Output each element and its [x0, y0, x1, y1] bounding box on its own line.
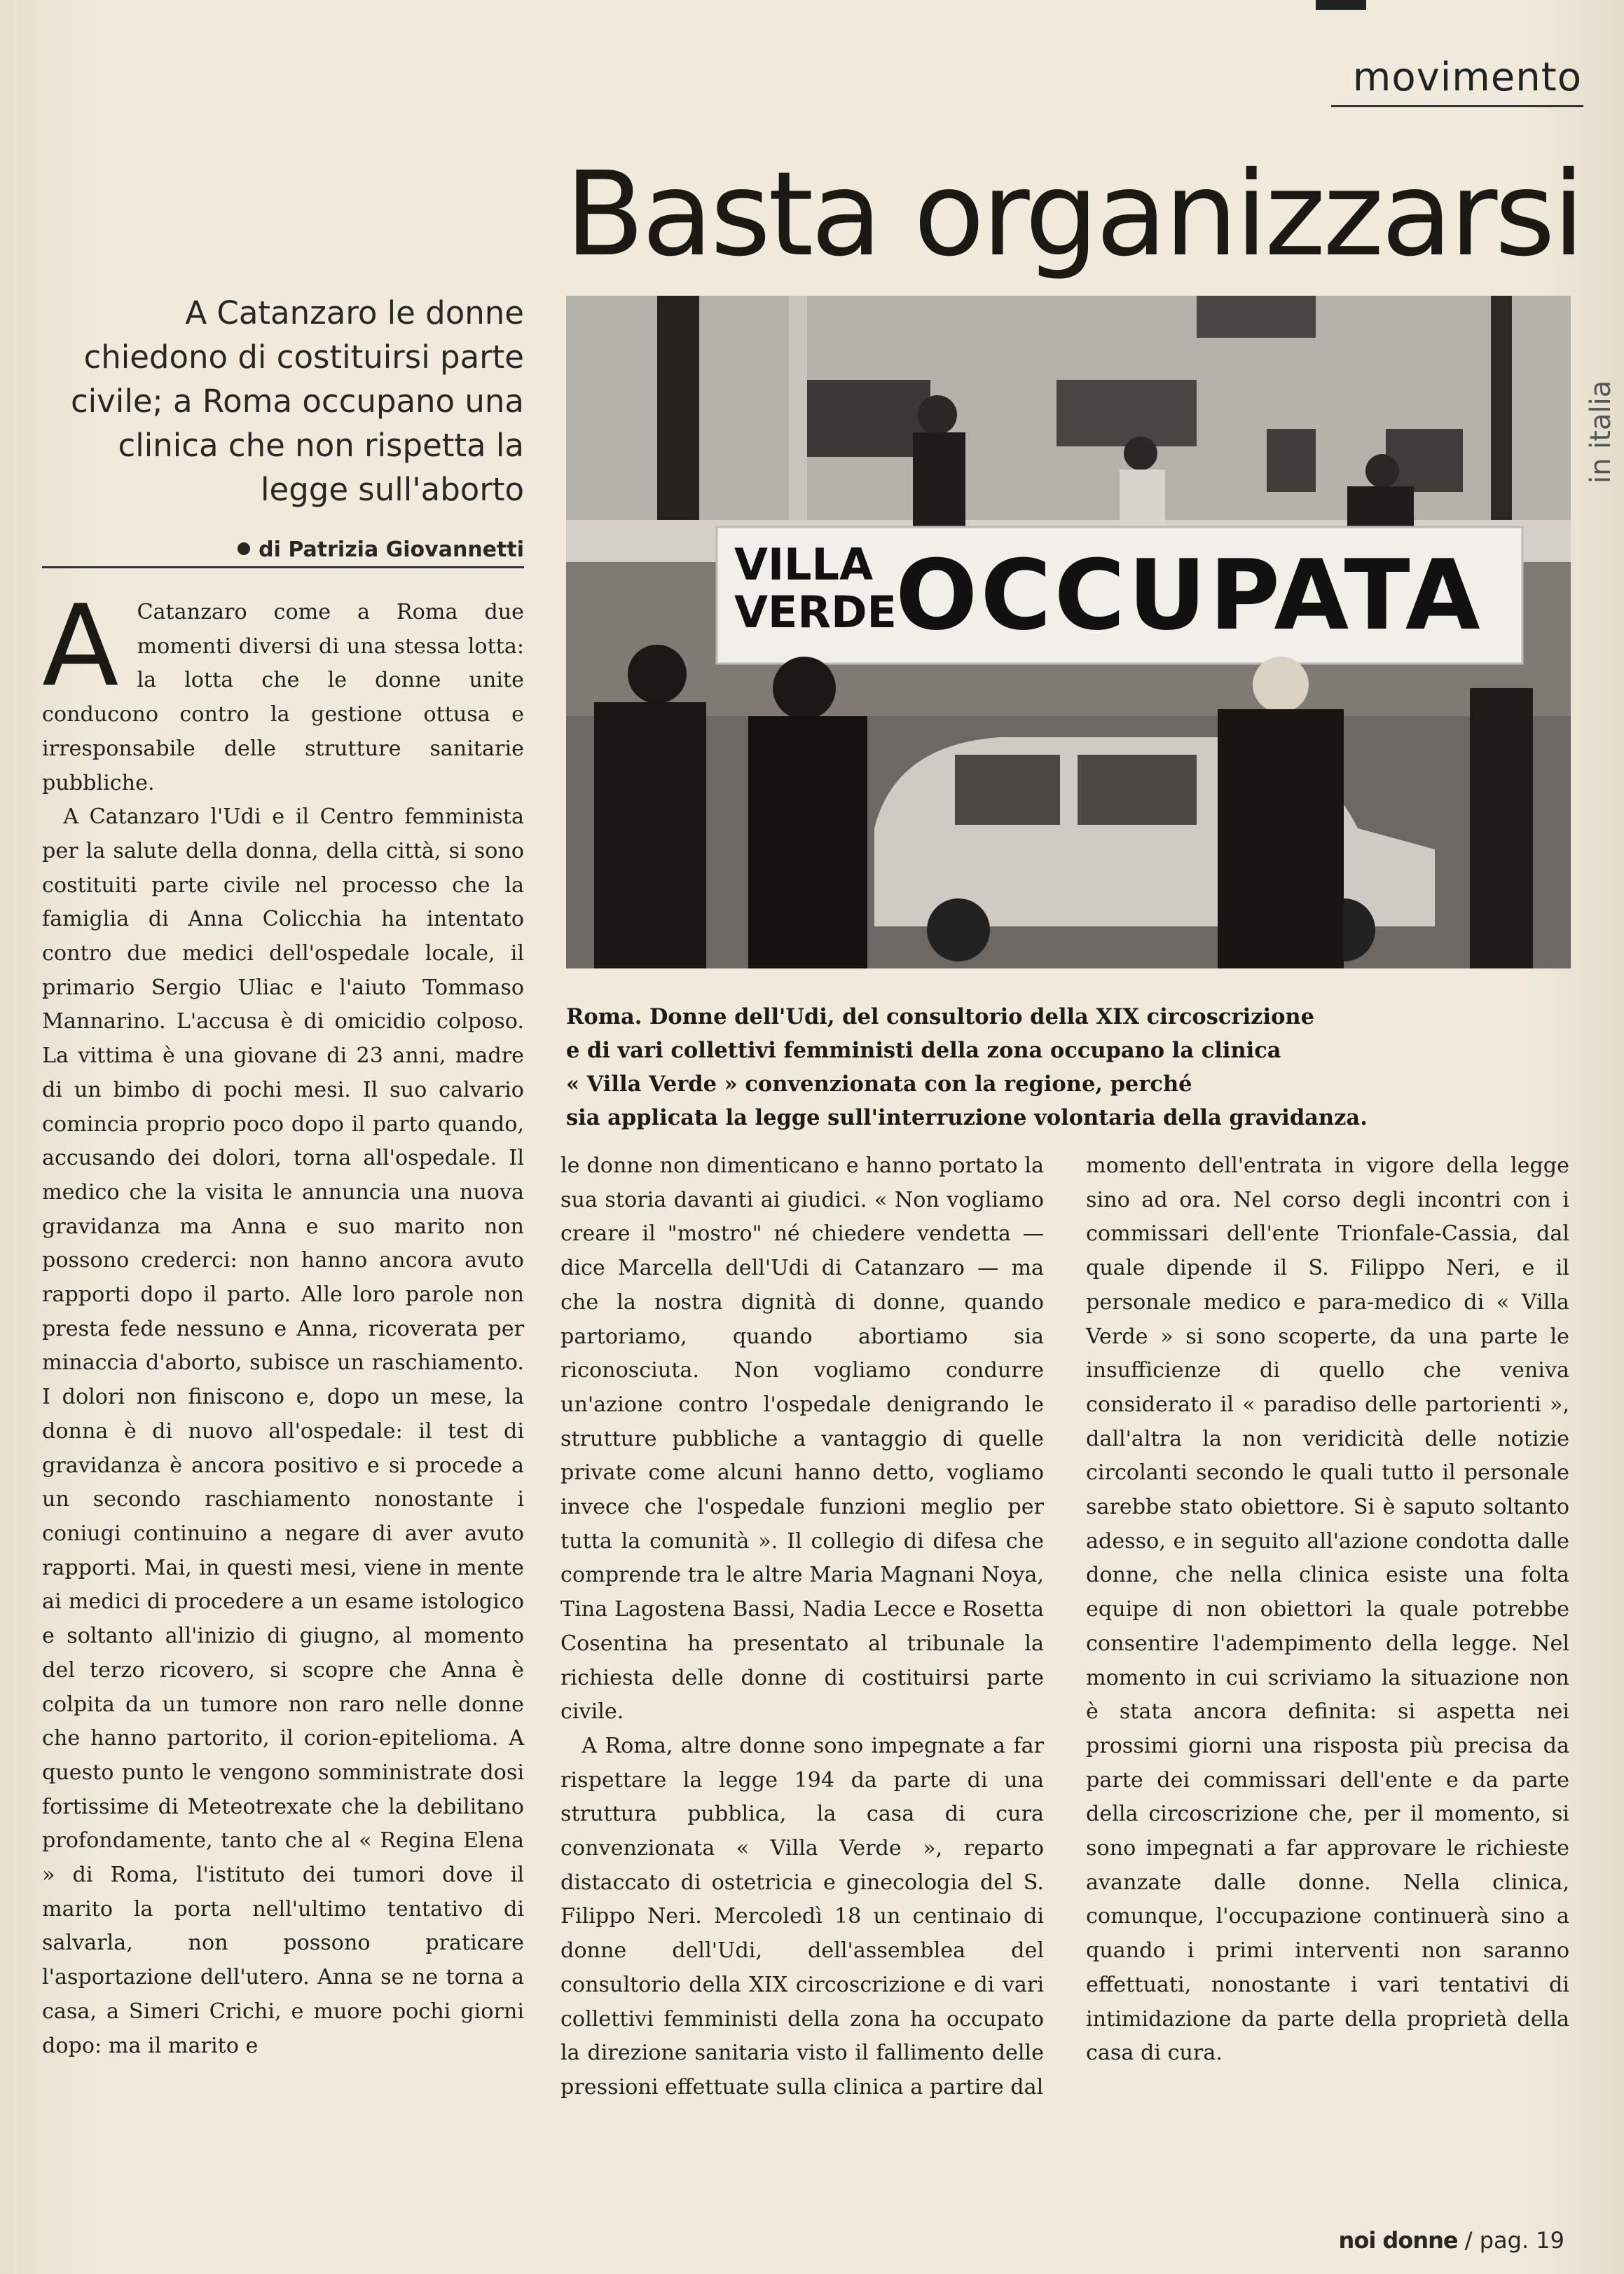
- caption-line: sia applicata la legge sull'interruzione volontaria della gravidanza.: [566, 1105, 1368, 1130]
- person-body: [1218, 709, 1344, 968]
- banner-left-text: VILLA VERDE: [734, 539, 897, 638]
- article-paragraph: le donne non dimenticano e hanno portato la sua storia davanti ai giudici. « Non vogliamo creare il "mostro" né chiedere vendetta — dice Marcella dell'Udi di Catanzaro — ma che la nostra dignità di donne, quando partoriamo, quando abortiamo sia riconosciuta. Non vogliamo condurre un'azione contro l'ospedale denigrando le strutture pubbliche a vantaggio di quelle private come alcuni hanno detto, vogliamo invece che l'ospedale funzioni meglio per tutta la comunità ». Il collegio di difesa che comprende tra le altre Maria Magnani Noya, Tina Lagostena Bassi, Nadia Lecce e Rosetta Cosentina ha presentato al tribunale la richiesta delle donne di costituirsi parte civile.: [560, 1153, 1044, 1725]
- building-window: [1386, 429, 1463, 492]
- drop-cap: A: [42, 580, 119, 711]
- caption-line: Roma. Donne dell'Udi, del consultorio della XIX circoscrizione: [566, 1004, 1314, 1029]
- person-head: [773, 657, 836, 720]
- person-head: [1365, 454, 1399, 488]
- person-head: [1124, 437, 1157, 470]
- page-number: pag. 19: [1479, 2227, 1564, 2254]
- building-window: [1057, 380, 1197, 446]
- paragraph-text: Catanzaro come a Roma due momenti diversi di una stessa lotta: la lotta che le donne unite conducono contro la gestione ottusa e irresponsabile delle strutture sanitarie pubbliche.: [42, 600, 524, 795]
- section-label: movimento: [1352, 55, 1582, 100]
- page-footer: [1339, 2227, 1564, 2254]
- caption-line: « Villa Verde » convenzionata con la regione, perché: [566, 1071, 1192, 1097]
- tree-trunk: [657, 296, 699, 527]
- person-body: [748, 716, 867, 968]
- tree-trunk: [1491, 296, 1512, 527]
- photo-illustration: [566, 296, 1571, 968]
- person-head: [918, 395, 957, 434]
- banner-main-text: OCCUPATA: [895, 539, 1483, 652]
- article-column-1: [42, 580, 524, 2063]
- bullet-icon: [238, 542, 250, 555]
- person-body: [1470, 688, 1533, 968]
- footer-separator: /: [1464, 2227, 1473, 2254]
- byline-text: di Patrizia Giovannetti: [259, 537, 524, 562]
- page-title: Basta organizzarsi: [565, 147, 1582, 282]
- building-window: [1197, 296, 1316, 338]
- building-window: [804, 380, 930, 457]
- photo-villa-verde-occupation: [566, 296, 1571, 968]
- car-window: [955, 755, 1060, 825]
- person-head: [628, 645, 687, 704]
- person-head: [1253, 657, 1309, 713]
- person-body: [913, 432, 965, 527]
- caption-line: e di vari collettivi femministi della zona occupano la clinica: [566, 1038, 1281, 1063]
- person-body: [1120, 470, 1165, 529]
- vertical-section-label: in italia: [1585, 380, 1617, 484]
- person-body: [594, 702, 706, 968]
- car-wheel: [927, 898, 990, 961]
- magazine-name: noi donne: [1338, 2227, 1458, 2254]
- car-window: [1078, 755, 1197, 825]
- article-paragraph: [42, 580, 524, 800]
- subheading: A Catanzaro le donne chiedono di costituirsi parte civile; a Roma occupano una clinica che non rispetta la legge sull'aborto: [70, 294, 524, 508]
- building-window: [1267, 429, 1316, 492]
- article-column-2: [560, 1149, 1044, 2105]
- article-paragraph: A Roma, altre donne sono impegnate a far rispettare la legge 194 da parte di una struttura pubblica, la casa di cura convenzionata « Villa Verde », reparto distaccato di ostetricia e ginecologia del S. Filippo Neri. Mercoledì 18 un centinaio di donne dell'Udi, dell'assemblea del consultorio della XIX circoscrizione e di vari collettivi femministi della zona ha occupato la direzione sanitaria visto il fallimento delle pressioni effettuate sulla clinica a partire dal: [560, 1733, 1044, 2100]
- photo-caption: [566, 1000, 1571, 1135]
- top-edge-mark: [1316, 0, 1366, 10]
- section-rule: [1331, 105, 1583, 107]
- byline: [42, 536, 524, 564]
- person-body: [1347, 486, 1414, 528]
- article-column-3: [1086, 1149, 1569, 2071]
- article-paragraph: momento dell'entrata in vigore della legge sino ad ora. Nel corso degli incontri con i commissari dell'ente Trionfale-Cassia, dal quale dipende il S. Filippo Neri, e il personale medico e para-medico di « Villa Verde » si sono scoperte, da una parte le insufficienze di quello che veniva considerato il « paradiso delle partorienti », dall'altra la non veridicità delle notizie circolanti secondo le quali tutto il personale sarebbe stato obiettore. Si è saputo soltanto adesso, e in seguito all'azione condotta dalle donne, che nella clinica esiste una folta equipe di non obiettori la quale potrebbe consentire l'adempimento della legge. Nel momento in cui scriviamo la situazione non è stata ancora definita: si aspetta nei prossimi giorni una risposta più precisa da parte dei commissari dell'ente e da parte della circoscrizione che, per il momento, si sono impegnati a far approvare le richieste avanzate dalle donne. Nella clinica, comunque, l'occupazione continuerà sino a quando i primi interventi non saranno effettuati, nonostante i vari tentativi di intimidazione da parte della proprietà della casa di cura.: [1086, 1153, 1569, 2066]
- article-paragraph: A Catanzaro l'Udi e il Centro femminista per la salute della donna, della città, si sono costituiti parte civile nel processo che la famiglia di Anna Colicchia ha intentato contro due medici dell'ospedale locale, il primario Sergio Uliac e l'aiuto Tommaso Mannarino. L'accusa è di omicidio colposo. La vittima è una giovane di 23 anni, madre di un bimbo di pochi mesi. Il suo calvario comincia proprio poco dopo il parto quando, accusando dei dolori, torna all'ospedale. Il medico che la visita le annuncia una nuova gravidanza ma Anna e suo marito non possono crederci: non hanno ancora avuto rapporti dopo il parto. Alle loro parole non presta fede nessuno e Anna, ricoverata per minaccia d'aborto, subisce un raschiamento. I dolori non finiscono e, dopo un mese, la donna è di nuovo all'ospedale: il test di gravidanza è ancora positivo e si procede a un secondo raschiamento nonostante i coniugi continuino a negare di aver avuto rapporti. Mai, in questi mesi, viene in mente ai medici di procedere a un esame istologico e soltanto all'inizio di giugno, al momento del terzo ricovero, si scopre che Anna è colpita da un tumore non raro nelle donne che hanno partorito, il corion-epitelioma. A questo punto le vengono somministrate dosi fortissime di Meteotrexate che la debilitano profondamente, tanto che al « Regina Elena » di Roma, l'istituto dei tumori dove il marito la porta nell'ultimo tentativo di salvarla, non possono praticare l'asportazione dell'utero. Anna se ne torna a casa, a Simeri Crichi, e muore pochi giorni dopo: ma il marito e: [42, 804, 524, 2058]
- byline-rule: [42, 566, 524, 568]
